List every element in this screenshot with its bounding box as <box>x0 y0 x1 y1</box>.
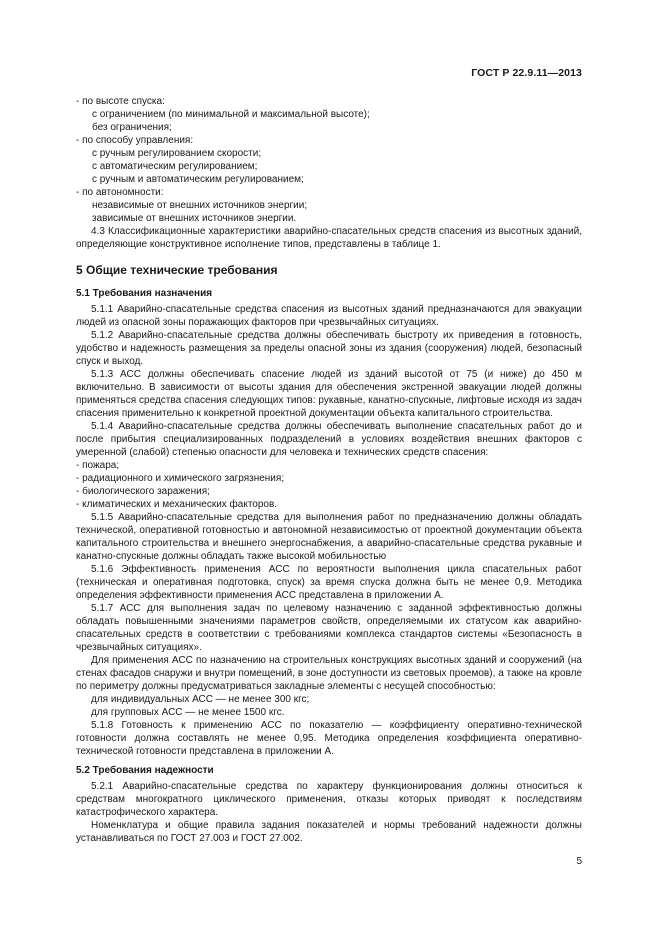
paragraph-5-1-1: 5.1.1 Аварийно-спасательные средства спасения из высотных зданий предназначаются для эвакуации людей из опасной зоны поражающих факторов при чрезвычайных ситуациях. <box>76 304 582 328</box>
section-5-2-heading: 5.2 Требования надежности <box>76 765 214 776</box>
list-subitem: с автоматическим регулированием; <box>92 161 258 172</box>
paragraph-individual-load: для индивидуальных АСС — не менее 300 кгс; <box>91 694 310 705</box>
document-header: ГОСТ Р 22.9.11—2013 <box>471 67 582 79</box>
list-item: - по автономности: <box>76 187 164 198</box>
paragraph-4-3: 4.3 Классификационные характеристики аварийно-спасательных средств спасения из высотных зданий, определяющие конструктивное исполнение типов, представлены в таблице 1. <box>76 226 582 250</box>
list-subitem: зависимые от внешних источников энергии. <box>92 213 297 224</box>
list-subitem: с ограничением (по минимальной и максимальной высоте); <box>92 109 370 120</box>
list-item: - по способу управления: <box>76 135 194 146</box>
classification-list <box>76 95 582 225</box>
paragraph-5-1-5: 5.1.5 Аварийно-спасательные средства для выполнения работ по предназначению должны обладать технической, оперативной готовностью и автономной независимостью от проектной документации объекта капитального строительства и внешнего энергоснабжения, а аварийно-спасательные средства рукавные и канатно-спускные должны обладать также высокой мобильностью <box>76 512 582 562</box>
document-body <box>76 95 582 845</box>
list-item: - биологического заражения; <box>76 486 210 497</box>
list-item: - климатических и механических факторов. <box>76 499 278 510</box>
paragraph-5-1-7-cont: Для применения АСС по назначению на строительных конструкциях высотных зданий и сооружений (на стенах фасадов снаружи и внутри помещений, в зоне доступности из световых проемов), а также на кровле по периметру должны предусматриваться закладные элементы с несущей способностью: <box>76 655 582 692</box>
paragraph-5-1-3: 5.1.3 АСС должны обеспечивать спасение людей из зданий высотой от 75 (и ниже) до 450 м включительно. В зависимости от высоты здания для обеспечения экстренной эвакуации людей должны применяться средства спасения следующих типов: рукавные, канатно-спускные, лифтовые исходя из задач спасения применительно к конкретной проектной документации объекта капитального строительства. <box>76 369 582 419</box>
paragraph-5-1-8: 5.1.8 Готовность к применению АСС по показателю — коэффициенту оперативно-технической готовности должна составлять не менее 0,95. Методика определения коэффициента оперативно-технической готовности представлена в приложении А. <box>76 720 582 757</box>
list-item: - по высоте спуска: <box>76 96 165 107</box>
paragraph-5-2-1-cont: Номенклатура и общие правила задания показателей и нормы требований надежности должны устанавливаться по ГОСТ 27.003 и ГОСТ 27.002. <box>76 820 582 844</box>
hazard-list <box>76 459 582 511</box>
paragraph-group-load: для групповых АСС — не менее 1500 кгс. <box>91 707 285 718</box>
paragraph-5-1-4: 5.1.4 Аварийно-спасательные средства должны обеспечивать выполнение спасательных работ до и после прибытия специализированных подразделений в условиях воздействия внешних факторов с умеренной (слабой) степенью опасности для человека и технических средств спасения: <box>76 421 582 458</box>
list-subitem: без ограничения; <box>92 122 172 133</box>
section-5-heading: 5 Общие технические требования <box>76 263 278 277</box>
paragraph-5-2-1: 5.2.1 Аварийно-спасательные средства по характеру функционирования должны относиться к средствам многократного циклического применения, отказы которых приводят к последствиям катастрофического характера. <box>76 781 582 818</box>
list-item: - пожара; <box>76 460 120 471</box>
paragraph-5-1-2: 5.1.2 Аварийно-спасательные средства должны обеспечивать быстроту их приведения в готовность, удобство и надежность размещения за пределы опасной зоны из здания (сооружения) людей, безопасный спуск и выход. <box>76 330 582 367</box>
list-item: - радиационного и химического загрязнения; <box>76 473 285 484</box>
paragraph-5-1-7: 5.1.7 АСС для выполнения задач по целевому назначению с заданной эффективностью должны обладать повышенными значениями параметров свойств, определяемыми их статусом как аварийно-спасательных средств в соответствии с требованиями комплекса стандартов системы «Безопасность в чрезвычайных ситуациях». <box>76 603 582 653</box>
section-5-1-heading: 5.1 Требования назначения <box>76 288 213 299</box>
list-subitem: независимые от внешних источников энергии; <box>92 200 308 211</box>
paragraph-5-1-6: 5.1.6 Эффективность применения АСС по вероятности выполнения цикла спасательных работ (техническая и оперативная подготовка, спуск) за время спуска должна быть не менее 0,9. Методика определения эффективности применения АСС представлена в приложении А. <box>76 564 582 601</box>
list-subitem: с ручным регулированием скорости; <box>92 148 262 159</box>
list-subitem: с ручным и автоматическим регулированием; <box>92 174 304 185</box>
page-number: 5 <box>576 856 582 867</box>
